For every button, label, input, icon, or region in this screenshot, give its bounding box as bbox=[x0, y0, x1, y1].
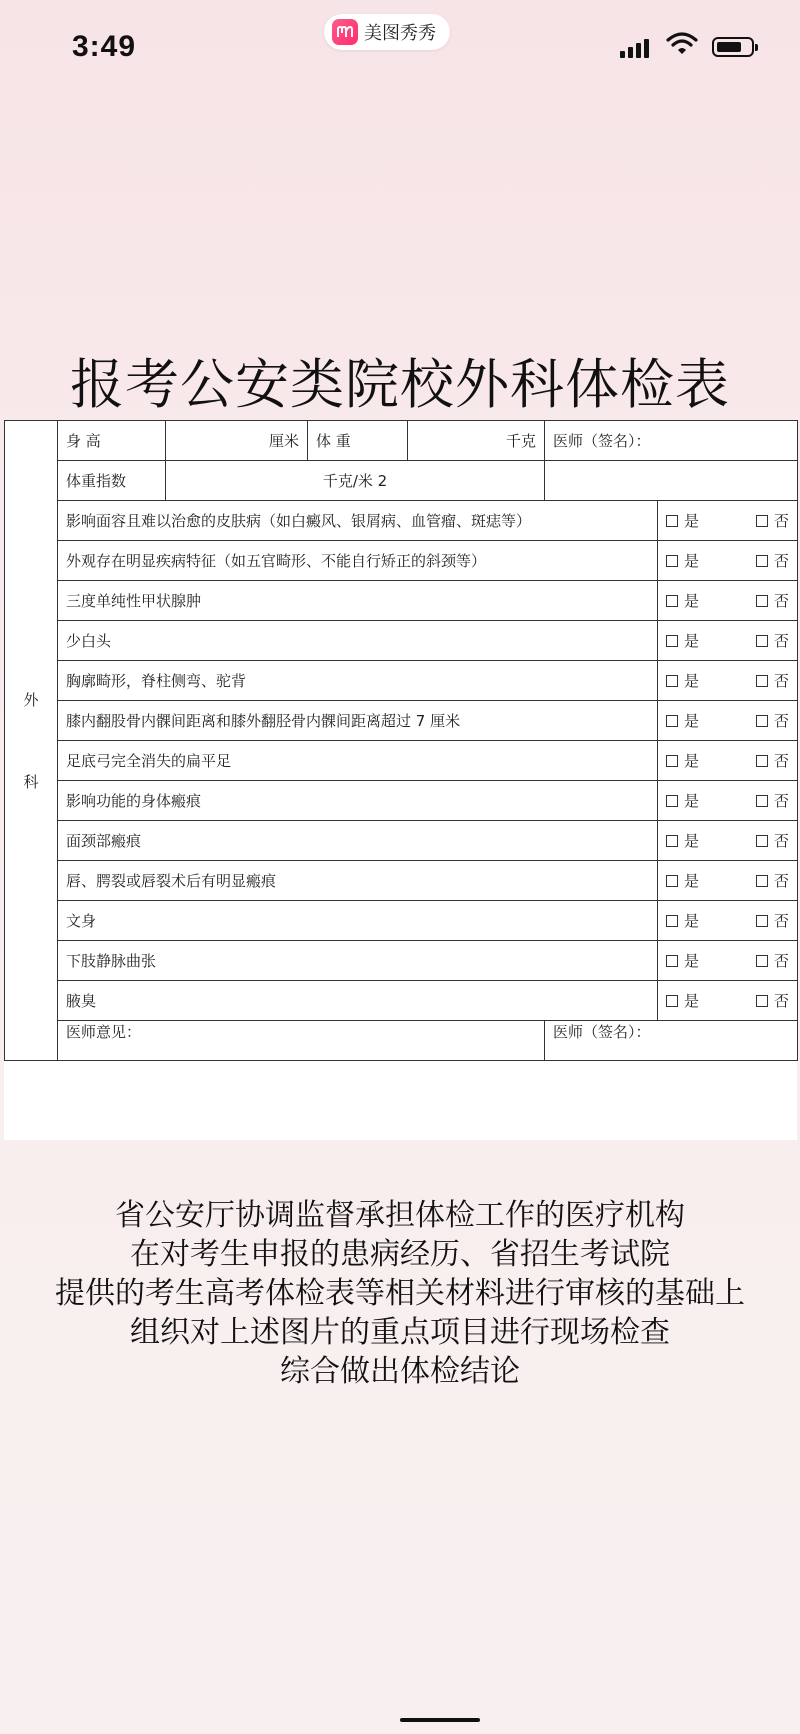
no-label: 否 bbox=[774, 952, 790, 970]
exam-form bbox=[4, 420, 797, 1140]
no-option[interactable] bbox=[756, 510, 789, 531]
no-option[interactable] bbox=[756, 910, 789, 931]
yes-option[interactable] bbox=[666, 950, 699, 971]
no-option[interactable] bbox=[756, 670, 789, 691]
no-checkbox[interactable] bbox=[756, 595, 768, 607]
yes-checkbox[interactable] bbox=[666, 795, 678, 807]
yes-label: 是 bbox=[684, 592, 700, 610]
yes-no-cell bbox=[658, 581, 798, 621]
yes-no-cell bbox=[658, 781, 798, 821]
checklist-row bbox=[5, 541, 798, 581]
checklist-row bbox=[5, 941, 798, 981]
caption-line: 组织对上述图片的重点项目进行现场检查 bbox=[130, 1315, 670, 1350]
doctor-sign-field[interactable]: 医师（签名）： bbox=[545, 421, 798, 461]
yes-checkbox[interactable] bbox=[666, 915, 678, 927]
yes-option[interactable] bbox=[666, 510, 699, 531]
checklist-row bbox=[5, 821, 798, 861]
yes-label: 是 bbox=[684, 872, 700, 890]
section-label-ke: 科 bbox=[23, 772, 39, 791]
yes-no-cell bbox=[658, 901, 798, 941]
checklist-row bbox=[5, 861, 798, 901]
yes-label: 是 bbox=[684, 632, 700, 650]
weight-field[interactable]: 千克 bbox=[408, 421, 545, 461]
document-title: 报考公安类院校外科体检表 bbox=[70, 353, 730, 416]
height-field[interactable]: 厘米 bbox=[166, 421, 308, 461]
no-checkbox[interactable] bbox=[756, 755, 768, 767]
no-label: 否 bbox=[774, 752, 790, 770]
no-label: 否 bbox=[774, 512, 790, 530]
no-label: 否 bbox=[774, 912, 790, 930]
bmi-field[interactable]: 千克/米 2 bbox=[166, 461, 545, 501]
checklist-row bbox=[5, 661, 798, 701]
no-checkbox[interactable] bbox=[756, 675, 768, 687]
checklist-item-label: 文身 bbox=[58, 901, 658, 941]
checklist-row bbox=[5, 701, 798, 741]
section-label-wai: 外 bbox=[23, 690, 39, 709]
checklist-item-label: 少白头 bbox=[58, 621, 658, 661]
meitu-app-icon bbox=[332, 19, 358, 45]
yes-option[interactable] bbox=[666, 870, 699, 891]
checklist-item-label: 唇、腭裂或唇裂术后有明显瘢痕 bbox=[58, 861, 658, 901]
yes-no-cell bbox=[658, 701, 798, 741]
checklist-item-label: 胸廓畸形，脊柱侧弯、驼背 bbox=[58, 661, 658, 701]
yes-no-cell bbox=[658, 661, 798, 701]
no-label: 否 bbox=[774, 592, 790, 610]
no-label: 否 bbox=[774, 632, 790, 650]
yes-checkbox[interactable] bbox=[666, 635, 678, 647]
no-option[interactable] bbox=[756, 750, 789, 771]
no-checkbox[interactable] bbox=[756, 555, 768, 567]
yes-no-cell bbox=[658, 741, 798, 781]
app-source-pill[interactable] bbox=[324, 14, 450, 50]
checklist-item-label: 足底弓完全消失的扁平足 bbox=[58, 741, 658, 781]
checklist-item-label: 面颈部瘢痕 bbox=[58, 821, 658, 861]
caption-line: 在对考生申报的患病经历、省招生考试院 bbox=[130, 1237, 670, 1272]
yes-no-cell bbox=[658, 821, 798, 861]
yes-no-cell bbox=[658, 861, 798, 901]
checklist-item-label: 下肢静脉曲张 bbox=[58, 941, 658, 981]
yes-label: 是 bbox=[684, 712, 700, 730]
doctor-opinion-field[interactable]: 医师意见： bbox=[58, 1021, 545, 1061]
caption-line: 提供的考生高考体检表等相关材料进行审核的基础上 bbox=[55, 1276, 745, 1311]
yes-label: 是 bbox=[684, 832, 700, 850]
no-label: 否 bbox=[774, 672, 790, 690]
app-name: 美图秀秀 bbox=[364, 23, 436, 44]
no-checkbox[interactable] bbox=[756, 515, 768, 527]
form-row-opinion bbox=[5, 1021, 798, 1061]
cellular-signal-icon bbox=[620, 36, 649, 58]
yes-option[interactable] bbox=[666, 790, 699, 811]
yes-no-cell bbox=[658, 621, 798, 661]
no-option[interactable] bbox=[756, 550, 789, 571]
no-checkbox[interactable] bbox=[756, 995, 768, 1007]
checklist-row bbox=[5, 981, 798, 1021]
yes-option[interactable] bbox=[666, 670, 699, 691]
no-checkbox[interactable] bbox=[756, 875, 768, 887]
yes-no-cell bbox=[658, 941, 798, 981]
yes-label: 是 bbox=[684, 672, 700, 690]
yes-checkbox[interactable] bbox=[666, 875, 678, 887]
yes-label: 是 bbox=[684, 912, 700, 930]
no-option[interactable] bbox=[756, 590, 789, 611]
no-checkbox[interactable] bbox=[756, 795, 768, 807]
checklist-row bbox=[5, 501, 798, 541]
caption-line: 省公安厅协调监督承担体检工作的医疗机构 bbox=[115, 1198, 685, 1233]
status-time: 3:49 bbox=[72, 30, 137, 63]
yes-label: 是 bbox=[684, 992, 700, 1010]
checklist-item-label: 外观存在明显疾病特征（如五官畸形、不能自行矫正的斜颈等） bbox=[58, 541, 658, 581]
checklist-item-label: 影响面容且难以治愈的皮肤病（如白癜风、银屑病、血管瘤、斑痣等） bbox=[58, 501, 658, 541]
home-indicator[interactable] bbox=[400, 1718, 480, 1722]
no-option[interactable] bbox=[756, 790, 789, 811]
no-label: 否 bbox=[774, 872, 790, 890]
wifi-icon bbox=[666, 32, 698, 60]
no-option[interactable] bbox=[756, 710, 789, 731]
weight-label: 体 重 bbox=[308, 421, 408, 461]
section-label-cell bbox=[5, 421, 58, 1061]
yes-option[interactable] bbox=[666, 910, 699, 931]
no-label: 否 bbox=[774, 992, 790, 1010]
form-row-bmi bbox=[5, 461, 798, 501]
yes-label: 是 bbox=[684, 792, 700, 810]
checklist-row bbox=[5, 901, 798, 941]
doctor-sign-field-2[interactable]: 医师（签名）： bbox=[545, 1021, 798, 1061]
exam-form-table bbox=[4, 420, 798, 1061]
no-option[interactable] bbox=[756, 830, 789, 851]
checklist-item-label: 影响功能的身体瘢痕 bbox=[58, 781, 658, 821]
no-checkbox[interactable] bbox=[756, 715, 768, 727]
checklist-item-label: 腋臭 bbox=[58, 981, 658, 1021]
checklist-item-label: 三度单纯性甲状腺肿 bbox=[58, 581, 658, 621]
caption-block bbox=[0, 1196, 800, 1391]
yes-label: 是 bbox=[684, 952, 700, 970]
yes-option[interactable] bbox=[666, 630, 699, 651]
yes-checkbox[interactable] bbox=[666, 995, 678, 1007]
no-checkbox[interactable] bbox=[756, 635, 768, 647]
checklist-row bbox=[5, 581, 798, 621]
caption-line: 综合做出体检结论 bbox=[280, 1354, 520, 1389]
no-checkbox[interactable] bbox=[756, 955, 768, 967]
no-checkbox[interactable] bbox=[756, 835, 768, 847]
doctor-sign-blank[interactable] bbox=[545, 461, 798, 501]
no-label: 否 bbox=[774, 552, 790, 570]
bmi-label: 体重指数 bbox=[58, 461, 166, 501]
no-checkbox[interactable] bbox=[756, 915, 768, 927]
no-option[interactable] bbox=[756, 950, 789, 971]
no-label: 否 bbox=[774, 832, 790, 850]
yes-no-cell bbox=[658, 541, 798, 581]
yes-checkbox[interactable] bbox=[666, 835, 678, 847]
yes-option[interactable] bbox=[666, 750, 699, 771]
yes-checkbox[interactable] bbox=[666, 755, 678, 767]
form-row-height-weight bbox=[5, 421, 798, 461]
checklist-row bbox=[5, 781, 798, 821]
yes-checkbox[interactable] bbox=[666, 555, 678, 567]
no-option[interactable] bbox=[756, 630, 789, 651]
yes-no-cell bbox=[658, 501, 798, 541]
yes-option[interactable] bbox=[666, 990, 699, 1011]
yes-option[interactable] bbox=[666, 830, 699, 851]
yes-label: 是 bbox=[684, 512, 700, 530]
yes-checkbox[interactable] bbox=[666, 955, 678, 967]
no-label: 否 bbox=[774, 712, 790, 730]
height-label: 身 高 bbox=[58, 421, 166, 461]
yes-option[interactable] bbox=[666, 550, 699, 571]
yes-no-cell bbox=[658, 981, 798, 1021]
checklist-row bbox=[5, 741, 798, 781]
checklist-item-label: 膝内翻股骨内髁间距离和膝外翻胫骨内髁间距离超过 7 厘米 bbox=[58, 701, 658, 741]
yes-checkbox[interactable] bbox=[666, 515, 678, 527]
yes-option[interactable] bbox=[666, 710, 699, 731]
yes-checkbox[interactable] bbox=[666, 715, 678, 727]
yes-label: 是 bbox=[684, 552, 700, 570]
no-option[interactable] bbox=[756, 870, 789, 891]
no-label: 否 bbox=[774, 792, 790, 810]
checklist-row bbox=[5, 621, 798, 661]
yes-label: 是 bbox=[684, 752, 700, 770]
battery-icon bbox=[712, 37, 754, 57]
yes-option[interactable] bbox=[666, 590, 699, 611]
yes-checkbox[interactable] bbox=[666, 595, 678, 607]
yes-checkbox[interactable] bbox=[666, 675, 678, 687]
status-bar bbox=[0, 0, 800, 100]
no-option[interactable] bbox=[756, 990, 789, 1011]
